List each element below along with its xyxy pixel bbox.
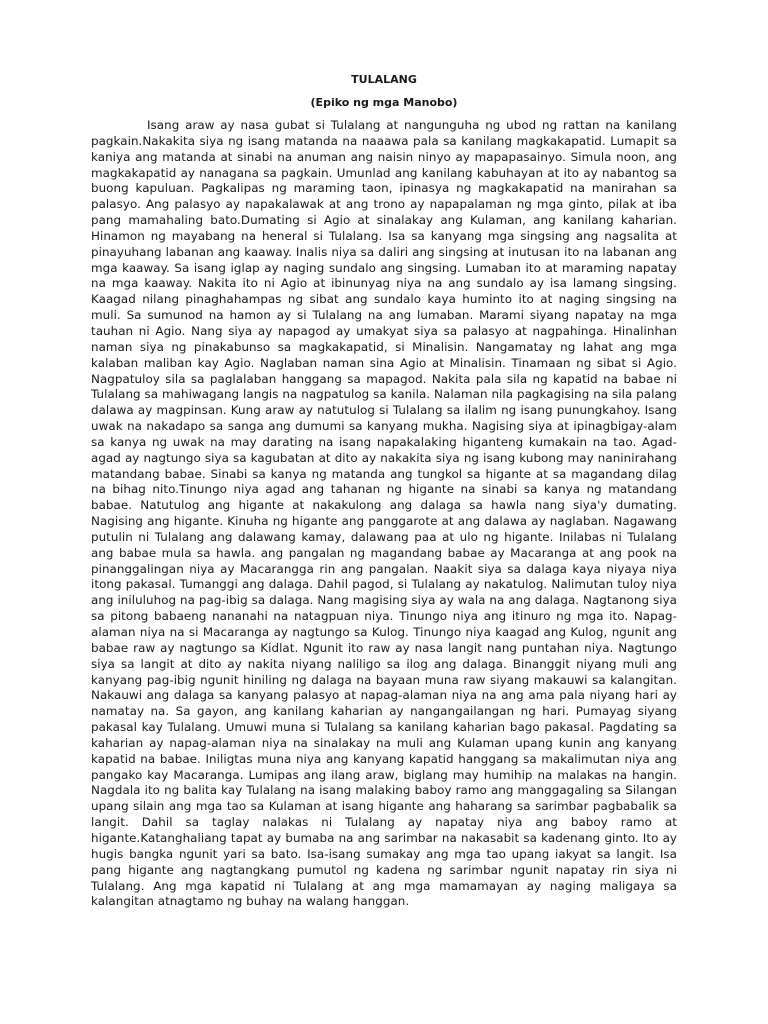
document-body-paragraph: Isang araw ay nasa gubat si Tulalang at nangunguha ng ubod ng rattan na kanilang pagkain.Nakakita siya ng isang matanda na naaawa pala sa kanilang magkakapatid. Lumapit sa kaniya ang matanda at sinabi na anuman ang naisin ninyo ay mapapasainyo. Simula noon, ang magkakapatid ay nanagana sa pagkain. Umunlad ang kanilang kabuhayan at ito ay nabantog sa buong kapuluan. Pagkalipas ng maraming taon, ipinasya ng magkakapatid na manirahan sa palasyo. Ang palasyo ay napakalawak at ang trono ay napapalaman ng mga ginto, pilak at iba pang mamahaling bato.Dumating si Agio at sinalakay ang Kulaman, ang kanilang kaharian. Hinamon ng mayabang na heneral si Tulalang. Isa sa kanyang mga singsing ang nagsalita at pinayuhang labanan ang kaaway. Inalis niya sa daliri ang singsing at inutusan ito na labanan ang mga kaaway. Sa isang iglap ay naging sundalo ang singsing. Lumaban ito at maraming napatay na mga kaaway. Nakita ito ni Agio at ibinunyag niya na ang sundalo ay isa lamang singsing. Kaagad nilang pinaghahampas ng sibat ang sundalo kaya huminto ito at naging singsing na muli. Sa sumunod na hamon ay si Tulalang na ang lumaban. Marami siyang napatay na mga tauhan ni Agio. Nang siya ay napagod ay umakyat siya sa palasyo at nagpahinga. Hinalinhan naman siya ng pinakabunso sa magkakapatid, si Minalisin. Nangamatay ng lahat ang mga kalaban maliban kay Agio. Naglaban naman sina Agio at Minalisin. Tinamaan ng sibat si Agio. Nagpatuloy sila sa paglalaban hanggang sa mapagod. Nakita pala sila ng kapatid na babae ni Tulalang sa mahiwagang langis na nagpatulog sa kanila. Nalaman nila pagkagising na sila palang dalawa ay magpinsan. Kung araw ay natutulog si Tulalang sa ilalim ng isang punungkahoy. Isang uwak na nakadapo sa sanga ang dumumi sa kanyang mukha. Nagising siya at ipinagbigay-alam sa kanya ng uwak na may darating na isang napakalaking higanteng kumakain na tao. Agad-agad ay nagtungo siya sa kagubatan at dito ay nakakita siya ng isang kubong may naninirahang matandang babae. Sinabi sa kanya ng matanda ang tungkol sa higante at sa magandang dilag na bihag nito.Tinungo niya agad ang tahanan ng higante na sinabi sa kanya ng matandang babae. Natutulog ang higante at nakakulong ang dalaga sa hawla nang siya'y dumating. Nagising ang higante. Kinuha ng higante ang panggarote at ang dalawa ay naglaban. Nagawang putulin ni Tulalang ang dalawang kamay, dalawang paa at ulo ng higante. Inilabas ni Tulalang ang babae mula sa hawla. ang pangalan ng magandang babae ay Macaranga at ang pook na pinanggalingan niya ay Macarangga rin ang pangalan. Naakit siya sa dalaga kaya niyaya niya itong pakasal. Tumanggi ang dalaga. Dahil pagod, si Tulalang ay nakatulog. Nalimutan tuloy niya ang iniluluhog na pag-ibig sa dalaga. Nang magising siya ay wala na ang dalaga. Nagtanong siya sa pitong babaeng nananahi na natagpuan niya. Tinungo niya ang itinuro ng mga ito. Napag-alaman niya na si Macaranga ay nagtungo sa Kulog. Tinungo niya kaagad ang Kulog, ngunit ang babae raw ay nagtungo sa Kidlat. Ngunit ito raw ay nasa langit nang puntahan niya. Nagtungo siya sa langit at dito ay nakita niyang naliligo sa ilog ang dalaga. Binanggit niyang muli ang kanyang pag-ibig ngunit hiniling ng dalaga na bayaan muna raw siyang makauwi sa kalangitan. Nakauwi ang dalaga sa kanyang palasyo at napag-alaman niya na ang ama pala niyang hari ay namatay na. Sa gayon, ang kanilang kaharian ay nangangailangan ng hari. Pumayag siyang pakasal kay Tulalang. Umuwi muna si Tulalang sa kanilang kaharian bago pakasal. Pagdating sa kaharian ay napag-alaman niya na sinalakay na muli ang Kulaman upang kunin ang kanyang kapatid na babae. Iniligtas muna niya ang kanyang kapatid hanggang sa makalimutan niya ang pangako kay Macaranga. Lumipas ang ilang araw, biglang may humihip na malakas na hangin. Nagdala ito ng balita kay Tulalang na isang malaking baboy ramo ang manggagaling sa Silangan upang silain ang mga tao sa Kulaman at isang higante ang haharang sa sarimbar pagbabalik sa langit. Dahil sa taglay nalakas ni Tulalang ay napatay niya ang baboy ramo at higante.Katanghaliang tapat ay bumaba na ang sarimbar na nakasabit sa kadenang ginto. Ito ay hugis bangka ngunit yari sa bato. Isa-isang sumakay ang mga tao upang iakyat sa langit. Isa pang higante ang nagtangkang pumutol ng kadena ng sarimbar ngunit napatay rin siya ni Tulalang. Ang mga kapatid ni Tulalang at ang mga mamamayan ay naging maligaya sa kalangitan atnagtamo ng buhay na walang hanggan.	[91, 118, 677, 909]
document-title: TULALANG	[351, 73, 417, 86]
document-subtitle: (Epiko ng mga Manobo)	[310, 96, 458, 109]
